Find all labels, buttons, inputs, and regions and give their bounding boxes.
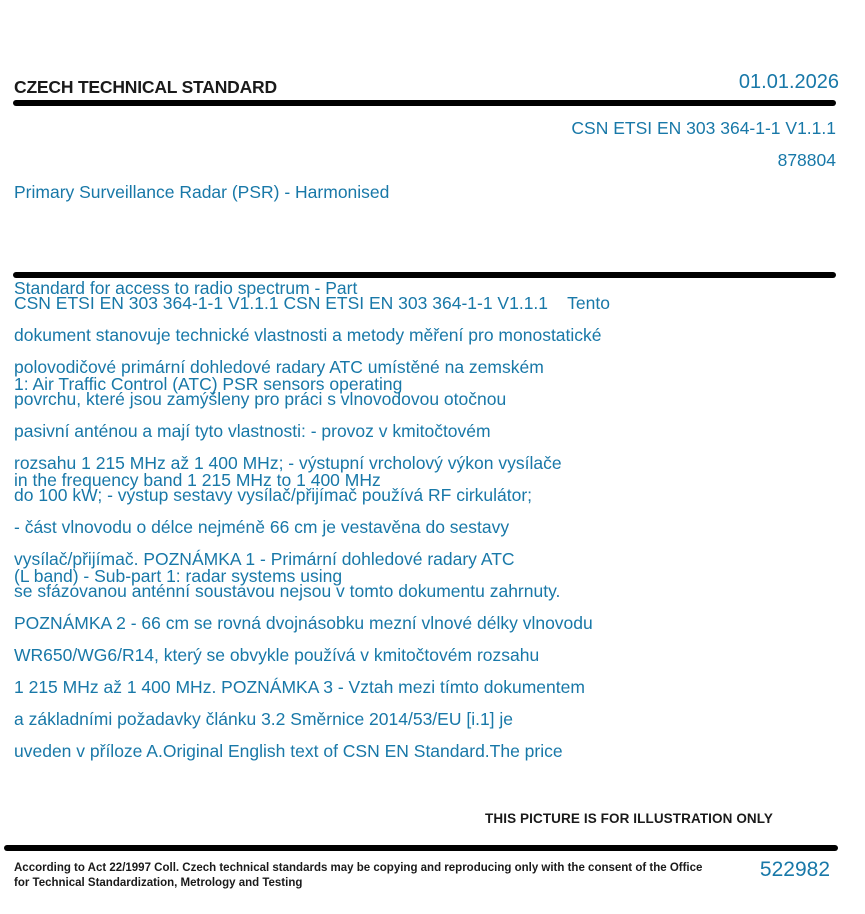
standard-title-line: 1: Air Traffic Control (ATC) PSR sensors operating — [14, 374, 403, 394]
standard-title-line: Primary Surveillance Radar (PSR) - Harmonised — [14, 182, 390, 202]
page-title: CZECH TECHNICAL STANDARD — [14, 77, 277, 97]
abstract-line: vysílač/přijímač. POZNÁMKA 1 - Primární dohledové radary ATC — [14, 549, 515, 569]
abstract-line: povrchu, které jsou zamýšleny pro práci s vlnovodovou otočnou — [14, 389, 507, 409]
copyright-notice-line-1: According to Act 22/1997 Coll. Czech technical standards may be copying and reproducing only with the consent of the Office — [14, 862, 703, 874]
abstract-text — [14, 287, 836, 767]
abstract-line: a základními požadavky článku 3.2 Směrnice 2014/53/EU [i.1] je — [14, 709, 514, 729]
abstract-line: 1 215 MHz až 1 400 MHz. POZNÁMKA 3 - Vztah mezi tímto dokumentem — [14, 677, 585, 697]
catalog-number: 878804 — [777, 150, 836, 170]
footer-divider-rule — [4, 845, 838, 851]
abstract-line: dokument stanovuje technické vlastnosti a metody měření pro monostatické — [14, 325, 602, 345]
order-number: 522982 — [759, 858, 830, 881]
standard-designation: CSN ETSI EN 303 364-1-1 V1.1.1 — [571, 118, 836, 138]
standard-title-line: in the frequency band 1 215 MHz to 1 400 MHz — [14, 470, 381, 490]
abstract-line: CSN ETSI EN 303 364-1-1 V1.1.1 CSN ETSI EN 303 364-1-1 V1.1.1 Tento — [14, 293, 610, 313]
abstract-line: se sfázovanou anténní soustavou nejsou v tomto dokumentu zahrnuty. — [14, 581, 561, 601]
abstract-line: polovodičové primární dohledové radary ATC umístěné na zemském — [14, 357, 544, 377]
abstract-line: uveden v příloze A.Original English text of CSN EN Standard.The price — [14, 741, 563, 761]
abstract-line: pasivní anténou a mají tyto vlastnosti: - provoz v kmitočtovém — [14, 421, 491, 441]
abstract-line: rozsahu 1 215 MHz až 1 400 MHz; - výstupní vrcholový výkon vysílače — [14, 453, 562, 473]
abstract-line: - část vlnovodu o délce nejméně 66 cm je vestavěna do sestavy — [14, 517, 510, 537]
title-divider-rule — [13, 272, 836, 278]
abstract-line: do 100 kW; - výstup sestavy vysílač/přijímač používá RF cirkulátor; — [14, 485, 533, 505]
copyright-notice-line-2: for Technical Standardization, Metrology and Testing — [14, 877, 303, 889]
issue-date: 01.01.2026 — [738, 71, 839, 93]
header-divider-rule — [13, 100, 836, 106]
illustration-only-note: THIS PICTURE IS FOR ILLUSTRATION ONLY — [485, 811, 773, 826]
standard-title-line: Standard for access to radio spectrum - Part — [14, 278, 358, 298]
standard-title-line: (L band) - Sub-part 1: radar systems using — [14, 566, 343, 586]
copyright-notice — [14, 861, 702, 891]
abstract-line: POZNÁMKA 2 - 66 cm se rovná dvojnásobku mezní vlnové délky vlnovodu — [14, 613, 593, 633]
abstract-line: WR650/WG6/R14, který se obvykle používá v kmitočtovém rozsahu — [14, 645, 540, 665]
